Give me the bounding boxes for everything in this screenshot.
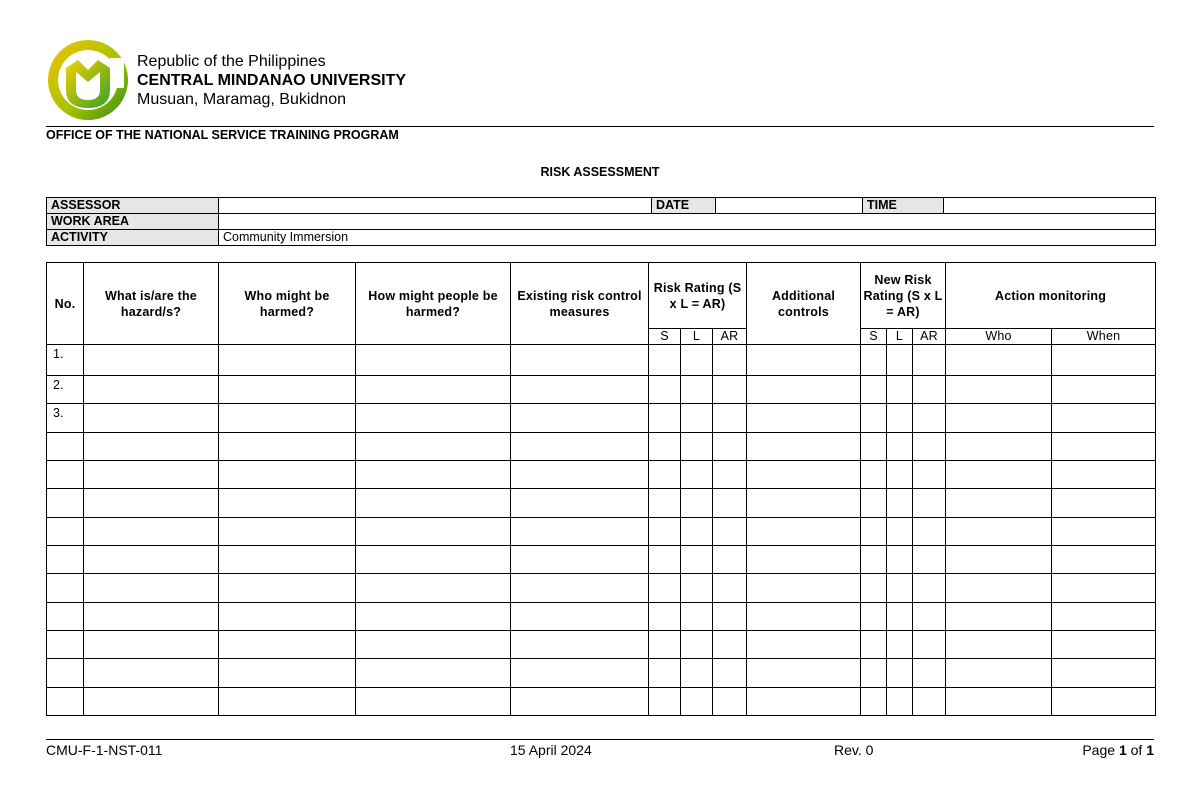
footer-revision: Rev. 0 (834, 742, 874, 758)
time-field[interactable] (944, 198, 1156, 214)
footer-date: 15 April 2024 (510, 742, 592, 758)
table-cell[interactable] (219, 376, 356, 404)
table-cell[interactable] (219, 489, 356, 518)
table-cell[interactable] (747, 546, 861, 574)
table-cell[interactable] (861, 659, 887, 688)
table-row (47, 461, 1156, 489)
table-cell[interactable] (681, 659, 713, 688)
table-cell[interactable] (1052, 376, 1156, 404)
table-cell[interactable] (887, 376, 913, 404)
table-cell[interactable] (511, 603, 649, 631)
table-cell[interactable] (913, 546, 946, 574)
table-row (47, 659, 1156, 688)
table-cell[interactable] (887, 688, 913, 716)
table-cell[interactable] (861, 574, 887, 603)
table-cell[interactable] (946, 603, 1052, 631)
table-cell[interactable] (747, 404, 861, 433)
table-row (47, 404, 1156, 433)
table-cell[interactable] (946, 688, 1052, 716)
table-cell[interactable] (1052, 603, 1156, 631)
table-cell[interactable] (356, 345, 511, 376)
table-cell[interactable] (713, 489, 747, 518)
table-cell[interactable] (511, 631, 649, 659)
activity-field[interactable]: Community Immersion (219, 230, 1156, 246)
table-cell[interactable] (649, 574, 681, 603)
table-cell[interactable] (219, 433, 356, 461)
table-cell[interactable] (511, 376, 649, 404)
row-number-cell (47, 489, 84, 518)
republic-line: Republic of the Philippines (137, 53, 326, 70)
date-label: DATE (652, 198, 716, 214)
table-cell[interactable] (681, 518, 713, 546)
table-cell[interactable] (649, 376, 681, 404)
risk-assessment-table (46, 262, 1156, 716)
row-number-cell (47, 659, 84, 688)
table-cell[interactable] (1052, 345, 1156, 376)
table-cell[interactable] (84, 489, 219, 518)
table-cell[interactable] (713, 603, 747, 631)
row-number-cell (47, 546, 84, 574)
table-cell[interactable] (511, 489, 649, 518)
table-cell[interactable] (747, 518, 861, 546)
col-header-risk-rating: Risk Rating (S x L = AR) (649, 263, 747, 329)
work-area-field[interactable] (219, 214, 1156, 230)
col-header-how-harmed: How might people be harmed? (356, 263, 511, 345)
row-number-cell (47, 433, 84, 461)
table-cell[interactable] (681, 631, 713, 659)
table-cell[interactable] (1052, 631, 1156, 659)
table-cell[interactable] (887, 433, 913, 461)
table-cell[interactable] (861, 546, 887, 574)
page-total: 1 (1146, 742, 1154, 758)
row-number-cell: 1. (47, 345, 84, 376)
table-cell[interactable] (84, 631, 219, 659)
subheader-l: L (681, 329, 713, 345)
page-current: 1 (1118, 742, 1127, 758)
table-cell[interactable] (681, 489, 713, 518)
table-cell[interactable] (887, 404, 913, 433)
table-cell[interactable] (747, 631, 861, 659)
row-number-cell (47, 574, 84, 603)
university-logo (46, 38, 130, 122)
table-cell[interactable] (861, 489, 887, 518)
table-cell[interactable] (1052, 518, 1156, 546)
table-row (47, 433, 1156, 461)
table-cell[interactable] (946, 345, 1052, 376)
table-cell[interactable] (649, 631, 681, 659)
table-cell[interactable] (913, 404, 946, 433)
table-cell[interactable] (713, 345, 747, 376)
table-cell[interactable] (649, 688, 681, 716)
col-header-hazard: What is/are the hazard/s? (84, 263, 219, 345)
assessment-info-table (46, 197, 1156, 246)
table-cell[interactable] (511, 659, 649, 688)
table-cell[interactable] (887, 603, 913, 631)
table-cell[interactable] (747, 489, 861, 518)
footer-page-number (1082, 742, 1154, 758)
page-prefix: Page (1082, 742, 1119, 758)
table-cell[interactable] (681, 546, 713, 574)
table-cell[interactable] (1052, 574, 1156, 603)
table-cell[interactable] (84, 461, 219, 489)
table-cell[interactable] (861, 631, 887, 659)
table-row (47, 546, 1156, 574)
table-cell[interactable] (356, 404, 511, 433)
time-label: TIME (863, 198, 944, 214)
table-cell[interactable] (84, 376, 219, 404)
table-row (47, 489, 1156, 518)
table-cell[interactable] (649, 659, 681, 688)
table-cell[interactable] (356, 461, 511, 489)
table-row (47, 574, 1156, 603)
table-cell[interactable] (861, 461, 887, 489)
table-cell[interactable] (84, 546, 219, 574)
assessor-label: ASSESSOR (47, 198, 219, 214)
table-cell[interactable] (1052, 659, 1156, 688)
table-cell[interactable] (219, 603, 356, 631)
table-cell[interactable] (861, 688, 887, 716)
table-cell[interactable] (356, 433, 511, 461)
table-row (47, 345, 1156, 376)
university-location: Musuan, Maramag, Bukidnon (137, 91, 346, 108)
row-number-cell (47, 631, 84, 659)
table-cell[interactable] (219, 404, 356, 433)
table-cell[interactable] (713, 433, 747, 461)
table-cell[interactable] (511, 546, 649, 574)
table-cell[interactable] (946, 546, 1052, 574)
office-name: OFFICE OF THE NATIONAL SERVICE TRAINING PROGRAM (46, 128, 399, 142)
table-cell[interactable] (649, 433, 681, 461)
table-cell[interactable] (861, 345, 887, 376)
table-cell[interactable] (356, 376, 511, 404)
table-cell[interactable] (713, 404, 747, 433)
table-cell[interactable] (84, 659, 219, 688)
table-cell[interactable] (713, 461, 747, 489)
row-number-cell (47, 603, 84, 631)
table-cell[interactable] (219, 688, 356, 716)
table-cell[interactable] (681, 404, 713, 433)
table-cell[interactable] (747, 345, 861, 376)
table-cell[interactable] (861, 518, 887, 546)
table-cell[interactable] (681, 574, 713, 603)
table-cell[interactable] (1052, 404, 1156, 433)
table-cell[interactable] (356, 659, 511, 688)
table-cell[interactable] (356, 546, 511, 574)
activity-label: ACTIVITY (47, 230, 219, 246)
row-number-cell (47, 518, 84, 546)
table-cell[interactable] (861, 404, 887, 433)
subheader-ar: AR (713, 329, 747, 345)
table-cell[interactable] (713, 518, 747, 546)
table-cell[interactable] (747, 659, 861, 688)
table-cell[interactable] (946, 574, 1052, 603)
table-cell[interactable] (219, 631, 356, 659)
col-header-action-monitoring: Action monitoring (946, 263, 1156, 329)
table-cell[interactable] (84, 345, 219, 376)
table-row (47, 518, 1156, 546)
col-header-additional-controls: Additional controls (747, 263, 861, 345)
table-cell[interactable] (913, 489, 946, 518)
table-cell[interactable] (946, 489, 1052, 518)
table-cell[interactable] (1052, 546, 1156, 574)
col-header-no: No. (47, 263, 84, 345)
table-cell[interactable] (887, 631, 913, 659)
table-cell[interactable] (887, 461, 913, 489)
table-cell[interactable] (713, 631, 747, 659)
table-cell[interactable] (861, 603, 887, 631)
table-cell[interactable] (713, 688, 747, 716)
table-cell[interactable] (913, 631, 946, 659)
table-cell[interactable] (649, 461, 681, 489)
table-cell[interactable] (681, 688, 713, 716)
table-cell[interactable] (84, 433, 219, 461)
table-cell[interactable] (356, 518, 511, 546)
table-cell[interactable] (356, 603, 511, 631)
table-cell[interactable] (219, 518, 356, 546)
table-cell[interactable] (84, 688, 219, 716)
table-cell[interactable] (219, 574, 356, 603)
table-cell[interactable] (713, 376, 747, 404)
table-cell[interactable] (649, 345, 681, 376)
table-cell[interactable] (681, 461, 713, 489)
table-cell[interactable] (946, 659, 1052, 688)
table-cell[interactable] (747, 376, 861, 404)
table-cell[interactable] (747, 433, 861, 461)
subheader-when: When (1052, 329, 1156, 345)
university-header (137, 52, 406, 109)
table-cell[interactable] (84, 574, 219, 603)
table-cell[interactable] (713, 574, 747, 603)
table-cell[interactable] (681, 603, 713, 631)
table-cell[interactable] (913, 345, 946, 376)
table-cell[interactable] (511, 461, 649, 489)
table-cell[interactable] (649, 518, 681, 546)
table-cell[interactable] (913, 688, 946, 716)
table-cell[interactable] (713, 546, 747, 574)
table-cell[interactable] (861, 433, 887, 461)
table-cell[interactable] (681, 345, 713, 376)
subheader-new-s: S (861, 329, 887, 345)
table-cell[interactable] (219, 659, 356, 688)
table-cell[interactable] (887, 659, 913, 688)
subheader-who: Who (946, 329, 1052, 345)
table-cell[interactable] (713, 659, 747, 688)
table-cell[interactable] (747, 688, 861, 716)
table-cell[interactable] (913, 433, 946, 461)
form-title: RISK ASSESSMENT (540, 165, 660, 179)
table-cell[interactable] (649, 404, 681, 433)
footer-form-code: CMU-F-1-NST-011 (46, 742, 163, 758)
table-cell[interactable] (681, 376, 713, 404)
header-divider (46, 126, 1154, 127)
table-cell[interactable] (511, 433, 649, 461)
table-cell[interactable] (747, 461, 861, 489)
table-cell[interactable] (84, 518, 219, 546)
table-cell[interactable] (946, 518, 1052, 546)
row-number-cell: 3. (47, 404, 84, 433)
row-number-cell: 2. (47, 376, 84, 404)
table-row (47, 631, 1156, 659)
table-row (47, 376, 1156, 404)
table-cell[interactable] (511, 574, 649, 603)
date-field[interactable] (716, 198, 863, 214)
table-cell[interactable] (356, 574, 511, 603)
table-cell[interactable] (681, 433, 713, 461)
table-cell[interactable] (356, 688, 511, 716)
table-cell[interactable] (913, 603, 946, 631)
table-cell[interactable] (913, 659, 946, 688)
table-cell[interactable] (913, 461, 946, 489)
work-area-label: WORK AREA (47, 214, 219, 230)
table-cell[interactable] (649, 489, 681, 518)
table-cell[interactable] (219, 345, 356, 376)
table-cell[interactable] (913, 376, 946, 404)
table-cell[interactable] (511, 404, 649, 433)
table-cell[interactable] (1052, 489, 1156, 518)
table-cell[interactable] (887, 574, 913, 603)
table-cell[interactable] (1052, 433, 1156, 461)
table-cell[interactable] (747, 574, 861, 603)
table-cell[interactable] (946, 433, 1052, 461)
assessor-field[interactable] (219, 198, 652, 214)
row-number-cell (47, 461, 84, 489)
table-cell[interactable] (649, 603, 681, 631)
col-header-new-risk-rating: New Risk Rating (S x L = AR) (861, 263, 946, 329)
table-cell[interactable] (887, 345, 913, 376)
table-cell[interactable] (913, 518, 946, 546)
table-cell[interactable] (649, 546, 681, 574)
table-cell[interactable] (946, 376, 1052, 404)
table-cell[interactable] (887, 546, 913, 574)
table-cell[interactable] (219, 546, 356, 574)
table-cell[interactable] (511, 345, 649, 376)
table-cell[interactable] (913, 574, 946, 603)
col-header-who-harmed: Who might be harmed? (219, 263, 356, 345)
table-cell[interactable] (511, 518, 649, 546)
subheader-s: S (649, 329, 681, 345)
table-cell[interactable] (84, 603, 219, 631)
table-cell[interactable] (887, 489, 913, 518)
risk-table-body (47, 345, 1156, 716)
table-cell[interactable] (887, 518, 913, 546)
table-cell[interactable] (861, 376, 887, 404)
table-row (47, 603, 1156, 631)
table-cell[interactable] (1052, 688, 1156, 716)
footer-divider (46, 739, 1154, 740)
table-row (47, 688, 1156, 716)
table-cell[interactable] (747, 603, 861, 631)
table-cell[interactable] (84, 404, 219, 433)
row-number-cell (47, 688, 84, 716)
table-cell[interactable] (946, 461, 1052, 489)
subheader-new-ar: AR (913, 329, 946, 345)
page-of: of (1126, 742, 1147, 758)
table-cell[interactable] (219, 461, 356, 489)
table-cell[interactable] (356, 631, 511, 659)
table-cell[interactable] (946, 631, 1052, 659)
table-cell[interactable] (356, 489, 511, 518)
university-name: CENTRAL MINDANAO UNIVERSITY (137, 72, 407, 89)
table-cell[interactable] (511, 688, 649, 716)
table-cell[interactable] (946, 404, 1052, 433)
col-header-existing-controls: Existing risk control measures (511, 263, 649, 345)
table-cell[interactable] (1052, 461, 1156, 489)
subheader-new-l: L (887, 329, 913, 345)
